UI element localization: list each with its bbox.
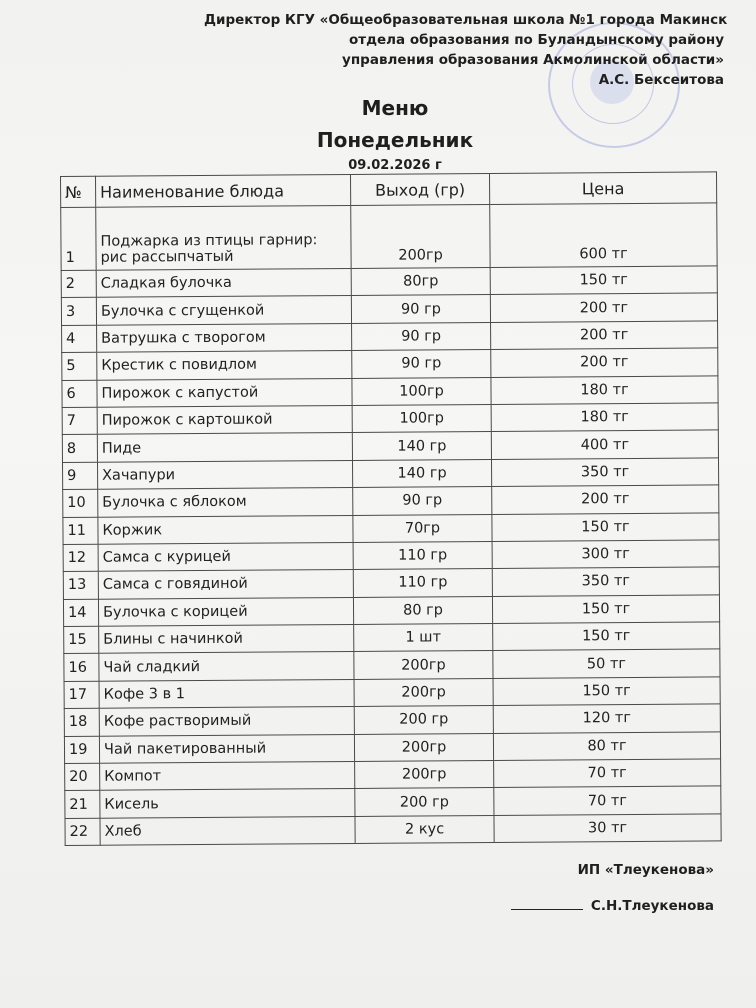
row-output: 80гр bbox=[351, 267, 490, 295]
row-num: 17 bbox=[64, 681, 99, 709]
row-price: 300 тг bbox=[492, 540, 719, 569]
row-output: 90 гр bbox=[352, 350, 491, 378]
row-dish-name: Ватрушка с творогом bbox=[97, 323, 352, 352]
menu-title: Меню bbox=[361, 96, 429, 120]
signature-name: С.Н.Тлеукенова bbox=[590, 898, 714, 914]
row-dish-name: Хачапури bbox=[97, 460, 352, 489]
row-output: 90 гр bbox=[352, 322, 491, 350]
row-num: 13 bbox=[63, 572, 98, 600]
row-num: 18 bbox=[64, 708, 99, 736]
row-dish-name: Блины с начинкой bbox=[99, 625, 354, 654]
row-output: 200гр bbox=[354, 678, 493, 706]
row-dish-name: Булочка с сгущенкой bbox=[96, 296, 351, 325]
row-price: 70 тг bbox=[494, 759, 721, 788]
row-num: 4 bbox=[62, 325, 97, 353]
row-output: 200гр bbox=[351, 205, 490, 269]
row-dish-name: Булочка с яблоком bbox=[98, 488, 353, 517]
row-num: 20 bbox=[65, 763, 100, 791]
row-price: 350 тг bbox=[492, 567, 719, 596]
approval-signer: А.С. Бексеитова bbox=[598, 72, 724, 88]
row-price: 200 тг bbox=[490, 293, 717, 322]
row-output: 90 гр bbox=[351, 295, 490, 323]
header-num: № bbox=[61, 176, 96, 207]
row-output: 200гр bbox=[354, 733, 493, 761]
row-num: 12 bbox=[63, 544, 98, 572]
row-price: 150 тг bbox=[493, 622, 720, 651]
row-price: 150 тг bbox=[492, 595, 719, 624]
signature-line bbox=[511, 898, 714, 914]
row-price: 350 тг bbox=[491, 458, 718, 487]
row-price: 150 тг bbox=[493, 677, 720, 706]
row-dish-name: Коржик bbox=[98, 515, 353, 544]
row-dish-name: Хлеб bbox=[100, 816, 355, 845]
row-dish-name: Булочка с корицей bbox=[98, 597, 353, 626]
approval-line-2: отдела образования по Буландынскому району bbox=[348, 32, 724, 48]
row-price: 200 тг bbox=[491, 348, 718, 377]
row-output: 90 гр bbox=[353, 487, 492, 515]
row-num: 11 bbox=[63, 517, 98, 545]
row-output: 200 гр bbox=[354, 706, 493, 734]
row-dish-name bbox=[96, 205, 351, 270]
row-output: 140 гр bbox=[352, 432, 491, 460]
row-num: 5 bbox=[62, 352, 97, 380]
row-dish-name: Пиде bbox=[97, 433, 352, 462]
row-num: 7 bbox=[62, 407, 97, 435]
row-dish-name: Чай сладкий bbox=[99, 652, 354, 681]
row-output: 80 гр bbox=[353, 596, 492, 624]
row-price: 180 тг bbox=[491, 403, 718, 432]
row-dish-name-line-2: рис рассыпчатый bbox=[100, 248, 234, 266]
row-dish-name: Пирожок с картошкой bbox=[97, 405, 352, 434]
approval-line-1: Директор КГУ «Общеобразовательная школа №1 города Макинск bbox=[204, 12, 728, 28]
row-num: 3 bbox=[61, 298, 96, 326]
row-num: 14 bbox=[63, 599, 98, 627]
row-price: 150 тг bbox=[492, 512, 719, 541]
row-num: 10 bbox=[63, 489, 98, 517]
row-output: 110 гр bbox=[353, 541, 492, 569]
row-dish-name: Кофе 3 в 1 bbox=[99, 679, 354, 708]
row-dish-name: Компот bbox=[100, 761, 355, 790]
row-dish-name: Самса с курицей bbox=[98, 542, 353, 571]
table-row bbox=[65, 814, 721, 846]
row-output: 200гр bbox=[354, 651, 493, 679]
row-output: 140 гр bbox=[352, 459, 491, 487]
approval-block bbox=[204, 10, 728, 90]
row-price: 70 тг bbox=[494, 786, 721, 815]
row-output: 1 шт bbox=[354, 624, 493, 652]
row-price: 80 тг bbox=[493, 732, 720, 761]
menu-table-body bbox=[61, 203, 721, 846]
row-price: 600 тг bbox=[490, 203, 717, 268]
row-output: 2 кус bbox=[355, 815, 494, 843]
row-num: 1 bbox=[61, 207, 96, 270]
row-price: 30 тг bbox=[494, 814, 721, 843]
row-dish-name: Крестик с повидлом bbox=[97, 351, 352, 380]
row-output: 100гр bbox=[352, 404, 491, 432]
row-num: 19 bbox=[64, 736, 99, 764]
row-output: 200 гр bbox=[355, 788, 494, 816]
row-num: 21 bbox=[65, 791, 100, 819]
row-output: 110 гр bbox=[353, 569, 492, 597]
header-output: Выход (гр) bbox=[350, 174, 489, 206]
row-dish-name-line-1: Поджарка из птицы гарнир: bbox=[100, 232, 318, 250]
row-output: 70гр bbox=[353, 514, 492, 542]
row-price: 400 тг bbox=[491, 430, 718, 459]
day-title: Понедельник bbox=[316, 128, 474, 152]
row-num: 9 bbox=[62, 462, 97, 490]
row-price: 50 тг bbox=[493, 649, 720, 678]
row-price: 200 тг bbox=[492, 485, 719, 514]
row-dish-name: Кофе растворимый bbox=[99, 707, 354, 736]
table-header-row bbox=[61, 172, 717, 208]
row-num: 8 bbox=[62, 435, 97, 463]
signature-org: ИП «Тлеукенова» bbox=[577, 862, 714, 878]
menu-date: 09.02.2026 г bbox=[348, 158, 442, 173]
row-output: 100гр bbox=[352, 377, 491, 405]
header-name: Наименование блюда bbox=[96, 174, 351, 207]
row-num: 6 bbox=[62, 380, 97, 408]
table-row bbox=[61, 203, 717, 271]
header-price: Цена bbox=[489, 172, 716, 205]
row-price: 180 тг bbox=[491, 375, 718, 404]
approval-line-3: управления образования Акмолинской области» bbox=[342, 52, 724, 68]
row-num: 2 bbox=[61, 270, 96, 298]
row-price: 200 тг bbox=[491, 321, 718, 350]
signature-underline bbox=[511, 909, 583, 910]
row-num: 15 bbox=[64, 626, 99, 654]
row-num: 22 bbox=[65, 818, 100, 846]
row-dish-name: Сладкая булочка bbox=[96, 268, 351, 297]
row-dish-name: Чай пакетированный bbox=[99, 734, 354, 763]
row-dish-name: Кисель bbox=[100, 789, 355, 818]
row-dish-name: Пирожок с капустой bbox=[97, 378, 352, 407]
row-price: 120 тг bbox=[493, 704, 720, 733]
menu-table bbox=[60, 171, 722, 846]
row-output: 200гр bbox=[355, 761, 494, 789]
row-dish-name: Самса с говядиной bbox=[98, 570, 353, 599]
row-price: 150 тг bbox=[490, 266, 717, 295]
row-num: 16 bbox=[64, 654, 99, 682]
